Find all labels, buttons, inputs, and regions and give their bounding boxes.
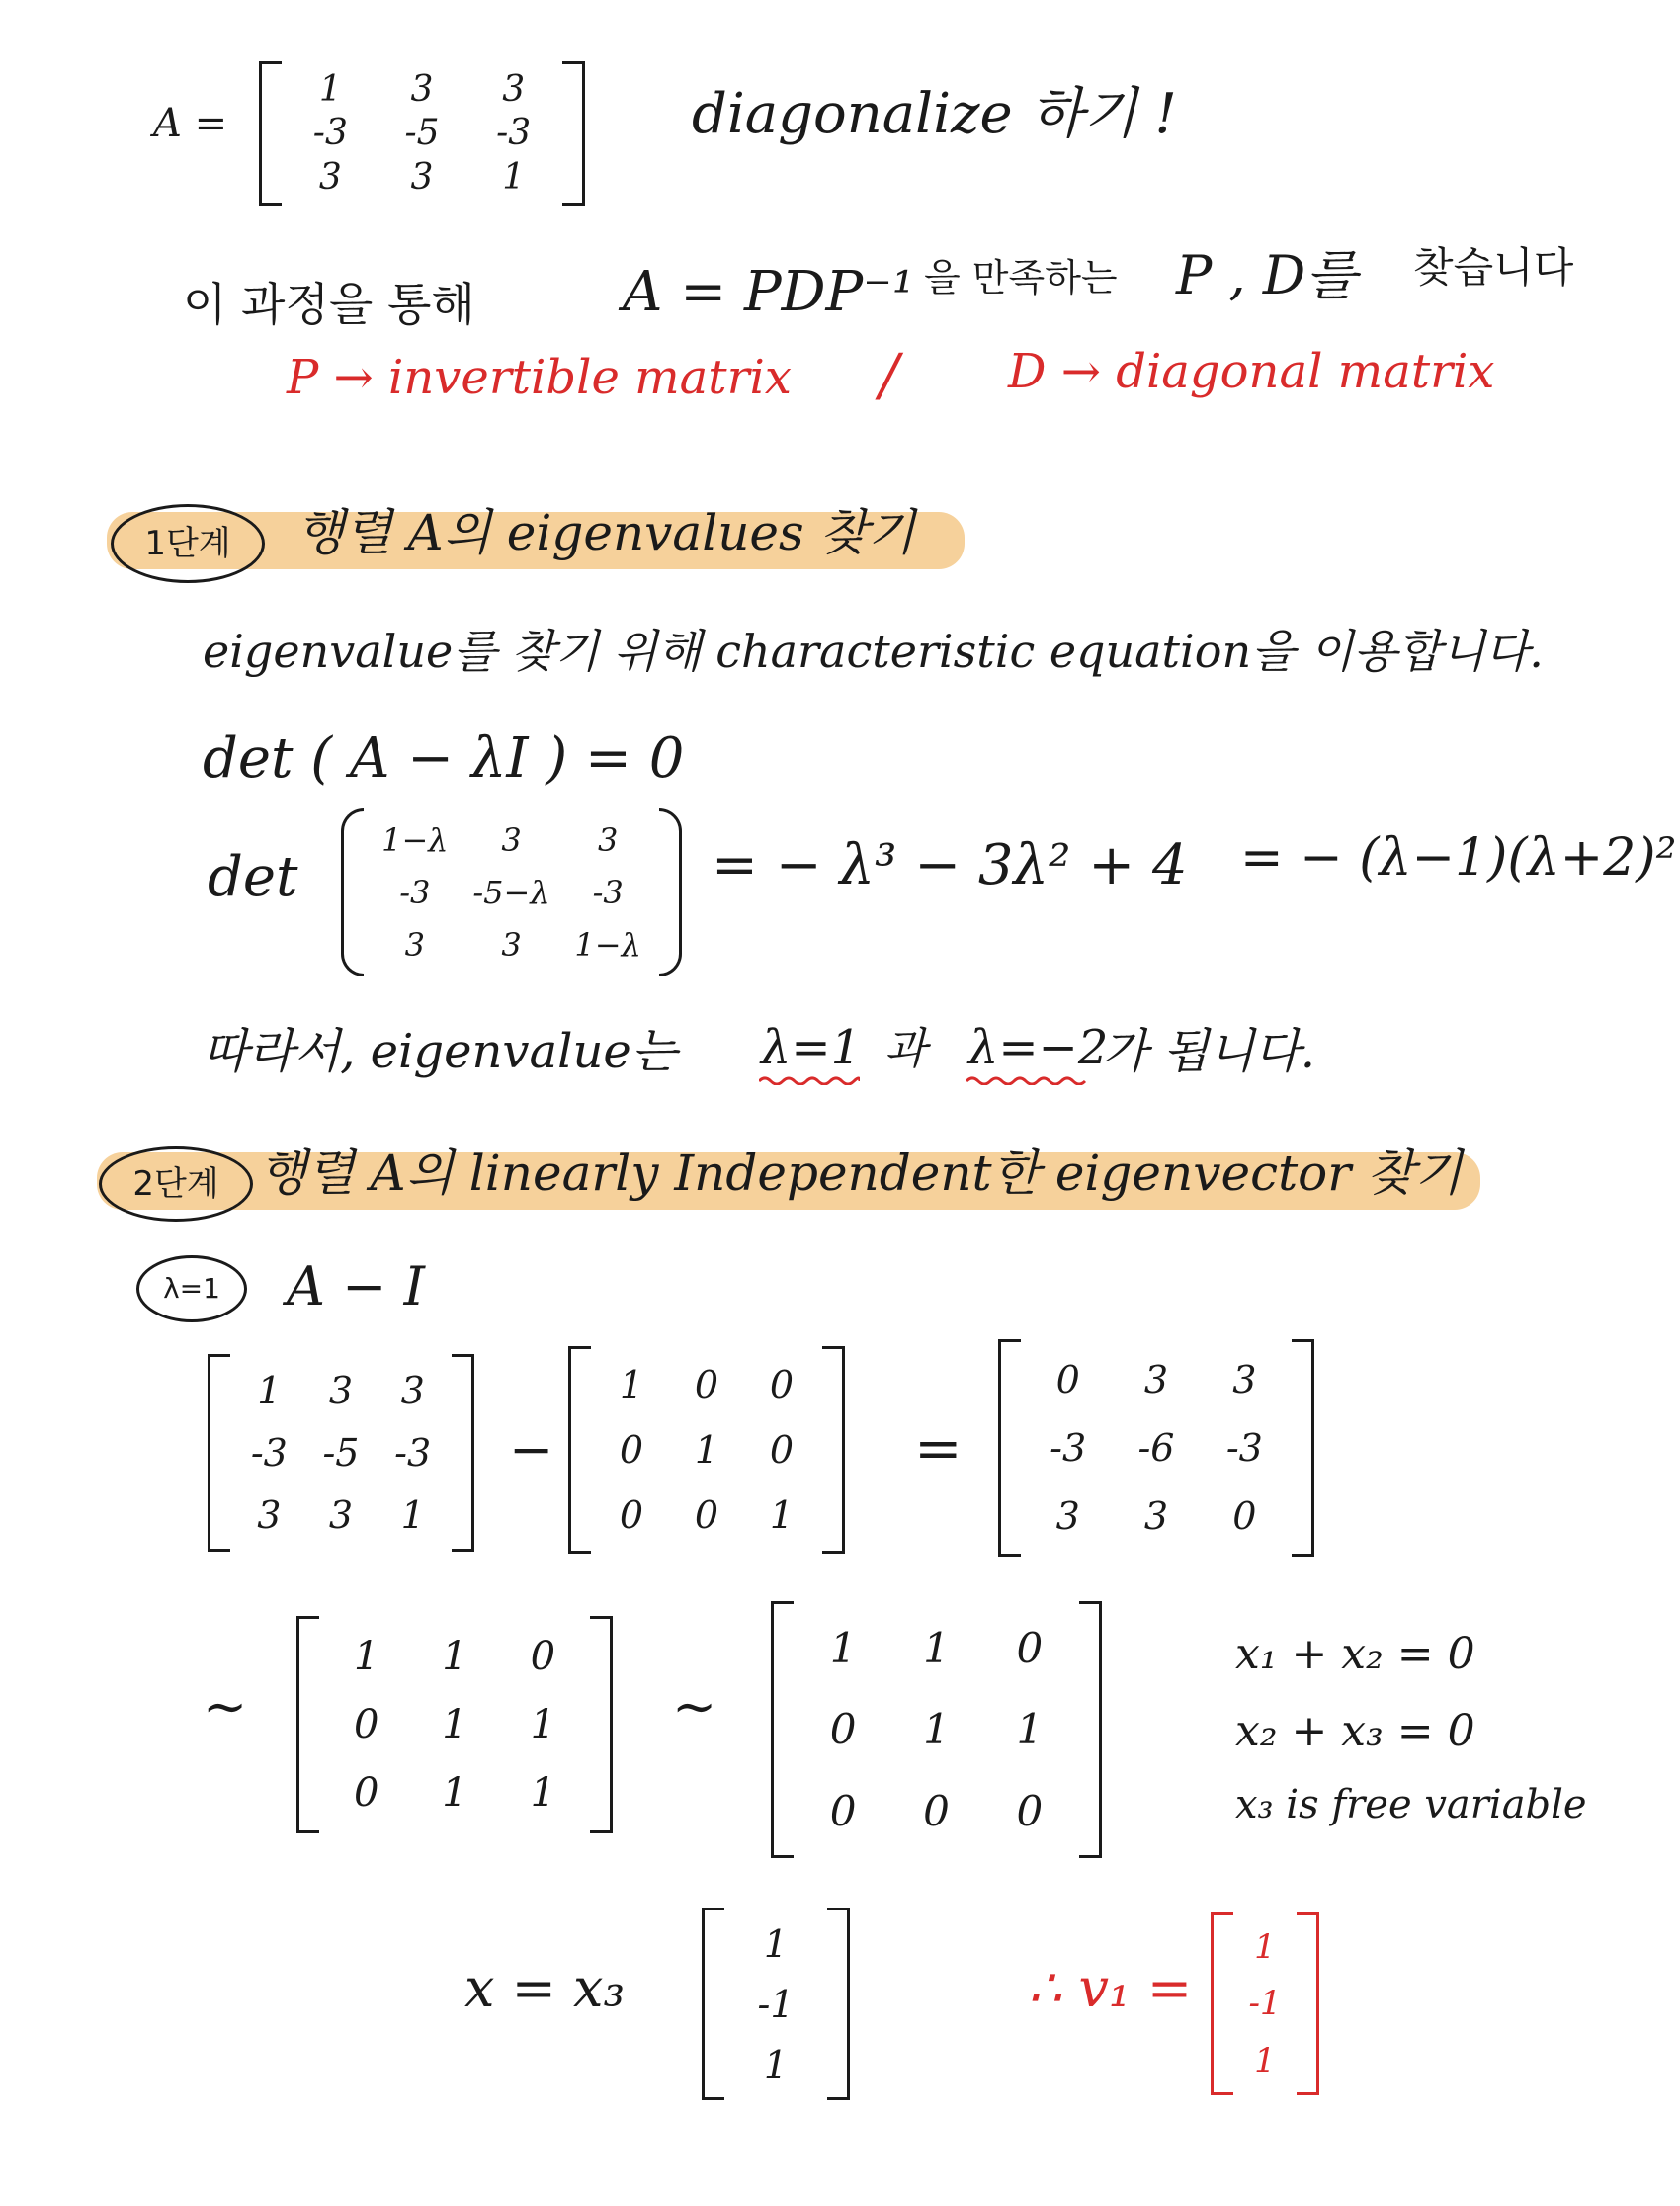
matrix-cell: 1 [400,1492,425,1537]
intro-line-post: 을 만족하는 [924,256,1118,299]
matrix-cell: 0 [353,1770,379,1817]
matrix-cell: 1−λ [381,821,449,860]
matrix-cell: 1−λ [574,925,641,964]
equals-sign: = [914,1414,963,1482]
matrix-cell: 3 [257,1492,282,1537]
factored-polynomial: = − (λ−1)(λ+2)² [1240,828,1677,888]
matrix-cell: 0 [829,1787,857,1836]
matrix-cell: 1 [353,1633,379,1679]
d-definition: D → diagonal matrix [1008,344,1495,399]
matrix-cell: 0 [829,1705,857,1754]
matrix-cell: 0 [1055,1357,1080,1401]
matrix-cell: 0 [923,1787,950,1836]
reduced-matrix-1 [296,1616,613,1833]
matrix-cell: 0 [769,1428,795,1472]
equation-2: x₂ + x₃ = 0 [1235,1706,1475,1756]
matrix-cell: 1 [769,1493,795,1537]
matrix-cell: 0 [619,1493,644,1537]
matrix-cell: -6 [1137,1425,1175,1470]
eigenvalue-2-underline [966,1075,1087,1085]
matrix-cell: 3 [410,68,434,110]
matrix-cell: 3 [501,925,522,964]
intro-line-pre: 이 과정을 통해 [183,278,475,331]
matrix-cell: -3 [250,1430,288,1475]
eigenvalue-1: λ=1 [761,1020,862,1075]
solution-vector [702,1908,850,2100]
matrix-cell: 1 [763,1921,789,1966]
case-lambda-badge: λ=1 [136,1255,247,1322]
matrix-cell: 3 [1143,1494,1169,1539]
matrix-cell: -3 [399,873,431,911]
matrix-cell: 1 [763,2042,789,2086]
matrix-cell: 3 [597,821,619,860]
matrix-cell: 3 [502,68,526,110]
matrix-cell: 1 [442,1633,467,1679]
matrix-cell: 1 [502,157,526,199]
matrix-cell: -3 [312,113,348,154]
eigenvector-v1 [1211,1912,1319,2095]
matrix-cell: 1 [1254,2041,1276,2081]
matrix-cell: 1 [318,68,342,110]
step1-description: eigenvalue를 찾기 위해 characteristic equation을 이용합니다. [203,625,1544,678]
matrix-cell: 3 [1232,1357,1257,1401]
free-variable-note: x₃ is free variable [1235,1782,1587,1827]
matrix-cell: 1 [530,1701,556,1747]
matrix-cell: -5−λ [472,873,550,911]
matrix-cell: 1 [923,1705,950,1754]
tilde-2: ∼ [672,1675,717,1738]
matrix-cell: 0 [1232,1494,1257,1539]
eigenvector-lhs: ∴ v₁ = [1028,1957,1193,2019]
matrix-cell: 1 [442,1770,467,1817]
matrix-cell: 0 [530,1633,556,1679]
matrix-cell: 0 [769,1363,795,1406]
result-matrix [998,1339,1314,1557]
conclusion-post: 가 됩니다. [1102,1024,1315,1079]
matrix-cell: 1 [1016,1705,1044,1754]
eigenvalue-1-underline [759,1075,860,1085]
matrix-cell: 3 [1143,1357,1169,1401]
step2-badge: 2단계 [99,1146,253,1222]
matrix-cell: 1 [530,1770,556,1817]
identity-matrix [568,1346,845,1554]
task-title: diagonalize 하기 ! [692,82,1177,146]
matrix-cell: 0 [694,1493,719,1537]
p-definition: P → invertible matrix [287,350,792,405]
matrix-cell: 0 [1016,1623,1044,1672]
definition-separator: / [880,341,899,408]
matrix-cell: -3 [592,873,624,911]
tilde-1: ∼ [203,1675,248,1738]
minus-sign: − [509,1418,554,1481]
matrix-cell: -1 [1248,1984,1282,2024]
matrix-cell: 3 [410,157,434,199]
matrix-cell: -3 [1050,1425,1087,1470]
matrix-cell: 1 [257,1369,282,1413]
eigenvalue-2: λ=−2 [968,1020,1109,1075]
matrix-cell: -5 [322,1430,360,1475]
matrix-cell: 0 [694,1363,719,1406]
matrix-cell: 3 [404,925,425,964]
equation-1: x₁ + x₂ = 0 [1235,1629,1475,1679]
characteristic-equation: det ( A − λI ) = 0 [203,726,685,791]
matrix-a-copy [208,1354,474,1552]
matrix-cell: 3 [328,1492,354,1537]
step1-badge: 1단계 [111,504,265,583]
matrix-cell: 3 [400,1369,425,1413]
matrix-cell: 1 [694,1428,719,1472]
reduced-matrix-2 [771,1601,1102,1858]
matrix-cell: -5 [404,113,440,154]
matrix-cell: 1 [829,1623,857,1672]
matrix-cell: 1 [442,1701,467,1747]
matrix-cell: 3 [501,821,522,860]
conclusion-pre: 따라서, eigenvalue는 [203,1024,678,1079]
matrix-cell: 3 [318,157,342,199]
intro-line-end: 찾습니다 [1413,243,1574,292]
step2-heading: 행렬 A의 linearly Independent한 eigenvector 찾기 [259,1145,1463,1202]
step1-heading: 행렬 A의 eigenvalues 찾기 [296,504,916,561]
matrix-cell: 1 [923,1623,950,1672]
matrix-cell: 0 [619,1428,644,1472]
solution-lhs: x = x₃ [464,1957,626,2019]
matrix-cell: -3 [1225,1425,1263,1470]
a-label: A = [153,101,228,146]
intro-pd: P , D를 [1176,244,1358,306]
char-polynomial: = − λ³ − 3λ² + 4 [712,833,1188,897]
matrix-cell: -1 [757,1982,795,2026]
matrix-cell: 0 [353,1701,379,1747]
matrix-cell: -3 [394,1430,432,1475]
matrix-a [259,61,585,206]
det-matrix [341,808,682,976]
intro-equation: A = PDP⁻¹ [623,260,915,324]
matrix-cell: 0 [1016,1787,1044,1836]
case-expression: A − I [287,1255,425,1317]
det-label: det [208,845,298,909]
conclusion-conjunction: 과 [884,1024,927,1074]
matrix-cell: 1 [619,1363,644,1406]
matrix-cell: 3 [328,1369,354,1413]
matrix-cell: 3 [1055,1494,1080,1539]
matrix-cell: 1 [1254,1926,1276,1967]
matrix-cell: -3 [496,113,532,154]
